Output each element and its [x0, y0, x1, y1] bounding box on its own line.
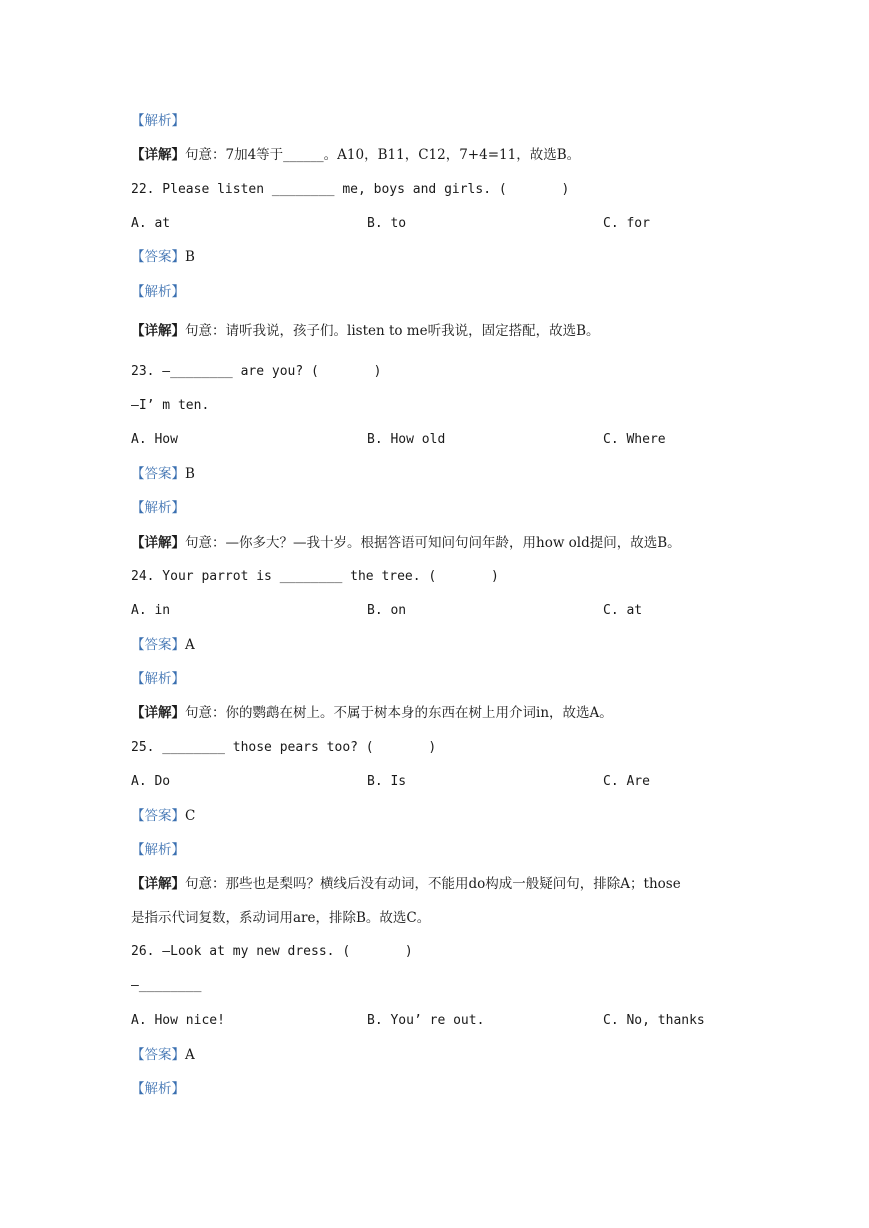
q24-option-a: A. in: [131, 603, 171, 618]
q26-answer-value: A: [185, 1047, 195, 1063]
q25-answer-value: C: [185, 808, 196, 824]
answer-label: 【答案】: [131, 808, 185, 824]
answer-label: 【答案】: [131, 466, 185, 482]
q22-option-c: C. for: [603, 216, 650, 231]
q23-stem: 23. —________ are you? ( ): [131, 364, 382, 379]
q23-detail-text: 句意：—你多大？—我十岁。根据答语可知问句问年龄，用how old提问，故选B。: [185, 535, 681, 551]
q24-detail-text: 句意：你的鹦鹉在树上。不属于树本身的东西在树上用介词in，故选A。: [185, 705, 613, 721]
q23-reply: —I’ m ten.: [131, 398, 210, 413]
detail-label: 【详解】: [131, 535, 185, 551]
detail-label: 【详解】: [131, 876, 185, 892]
q23-option-a: A. How: [131, 432, 178, 447]
detail-label: 【详解】: [131, 705, 185, 721]
analysis-label: 【解析】: [131, 284, 185, 300]
q25-detail: [131, 874, 681, 894]
q22-answer: [131, 247, 195, 267]
q25-option-c: C. Are: [603, 774, 650, 789]
q23-option-c: C. Where: [603, 432, 666, 447]
q23-answer-value: B: [185, 466, 195, 482]
analysis-label: 【解析】: [131, 500, 185, 516]
q22-answer-value: B: [185, 249, 195, 265]
q21-detail-text: 句意：7加4等于______。A10，B11，C12，7+4=11，故选B。: [185, 147, 581, 163]
detail-label: 【详解】: [131, 147, 185, 163]
detail-label: 【详解】: [131, 323, 185, 339]
analysis-label: 【解析】: [131, 113, 185, 129]
q26-answer: [131, 1045, 195, 1065]
q26-stem: 26. —Look at my new dress. ( ): [131, 944, 413, 959]
analysis-label: 【解析】: [131, 842, 185, 858]
q25-option-b: B. Is: [367, 774, 407, 789]
answer-label: 【答案】: [131, 1047, 185, 1063]
q22-detail-text: 句意：请听我说，孩子们。listen to me听我说，固定搭配，故选B。: [185, 323, 600, 339]
q24-stem: 24. Your parrot is ________ the tree. ( ): [131, 569, 499, 584]
q24-detail: [131, 703, 613, 723]
q26-option-c: C. No, thanks: [603, 1013, 705, 1028]
q23-option-b: B. How old: [367, 432, 446, 447]
q22-option-b: B. to: [367, 216, 407, 231]
q26-option-a: A. How nice!: [131, 1013, 225, 1028]
q24-option-c: C. at: [603, 603, 643, 618]
q23-answer: [131, 464, 195, 484]
q24-option-b: B. on: [367, 603, 407, 618]
q22-detail: [131, 321, 600, 341]
q25-detail-continued: 是指示代词复数，系动词用are，排除B。故选C。: [131, 910, 431, 926]
q24-answer-value: A: [185, 637, 195, 653]
answer-label: 【答案】: [131, 637, 185, 653]
q25-answer: [131, 806, 195, 826]
q24-answer: [131, 635, 195, 655]
analysis-label: 【解析】: [131, 1081, 185, 1097]
analysis-label: 【解析】: [131, 671, 185, 687]
q25-option-a: A. Do: [131, 774, 171, 789]
q26-option-b: B. You’ re out.: [367, 1013, 485, 1028]
q25-stem: 25. ________ those pears too? ( ): [131, 740, 437, 755]
q26-reply: —________: [131, 978, 202, 993]
q22-stem: 22. Please listen ________ me, boys and girls. ( ): [131, 182, 570, 197]
q23-detail: [131, 533, 681, 553]
q25-detail-text-1: 句意：那些也是梨吗？横线后没有动词，不能用do构成一般疑问句，排除A；those: [185, 876, 681, 892]
answer-label: 【答案】: [131, 249, 185, 265]
q22-option-a: A. at: [131, 216, 171, 231]
q21-detail: [131, 145, 580, 165]
